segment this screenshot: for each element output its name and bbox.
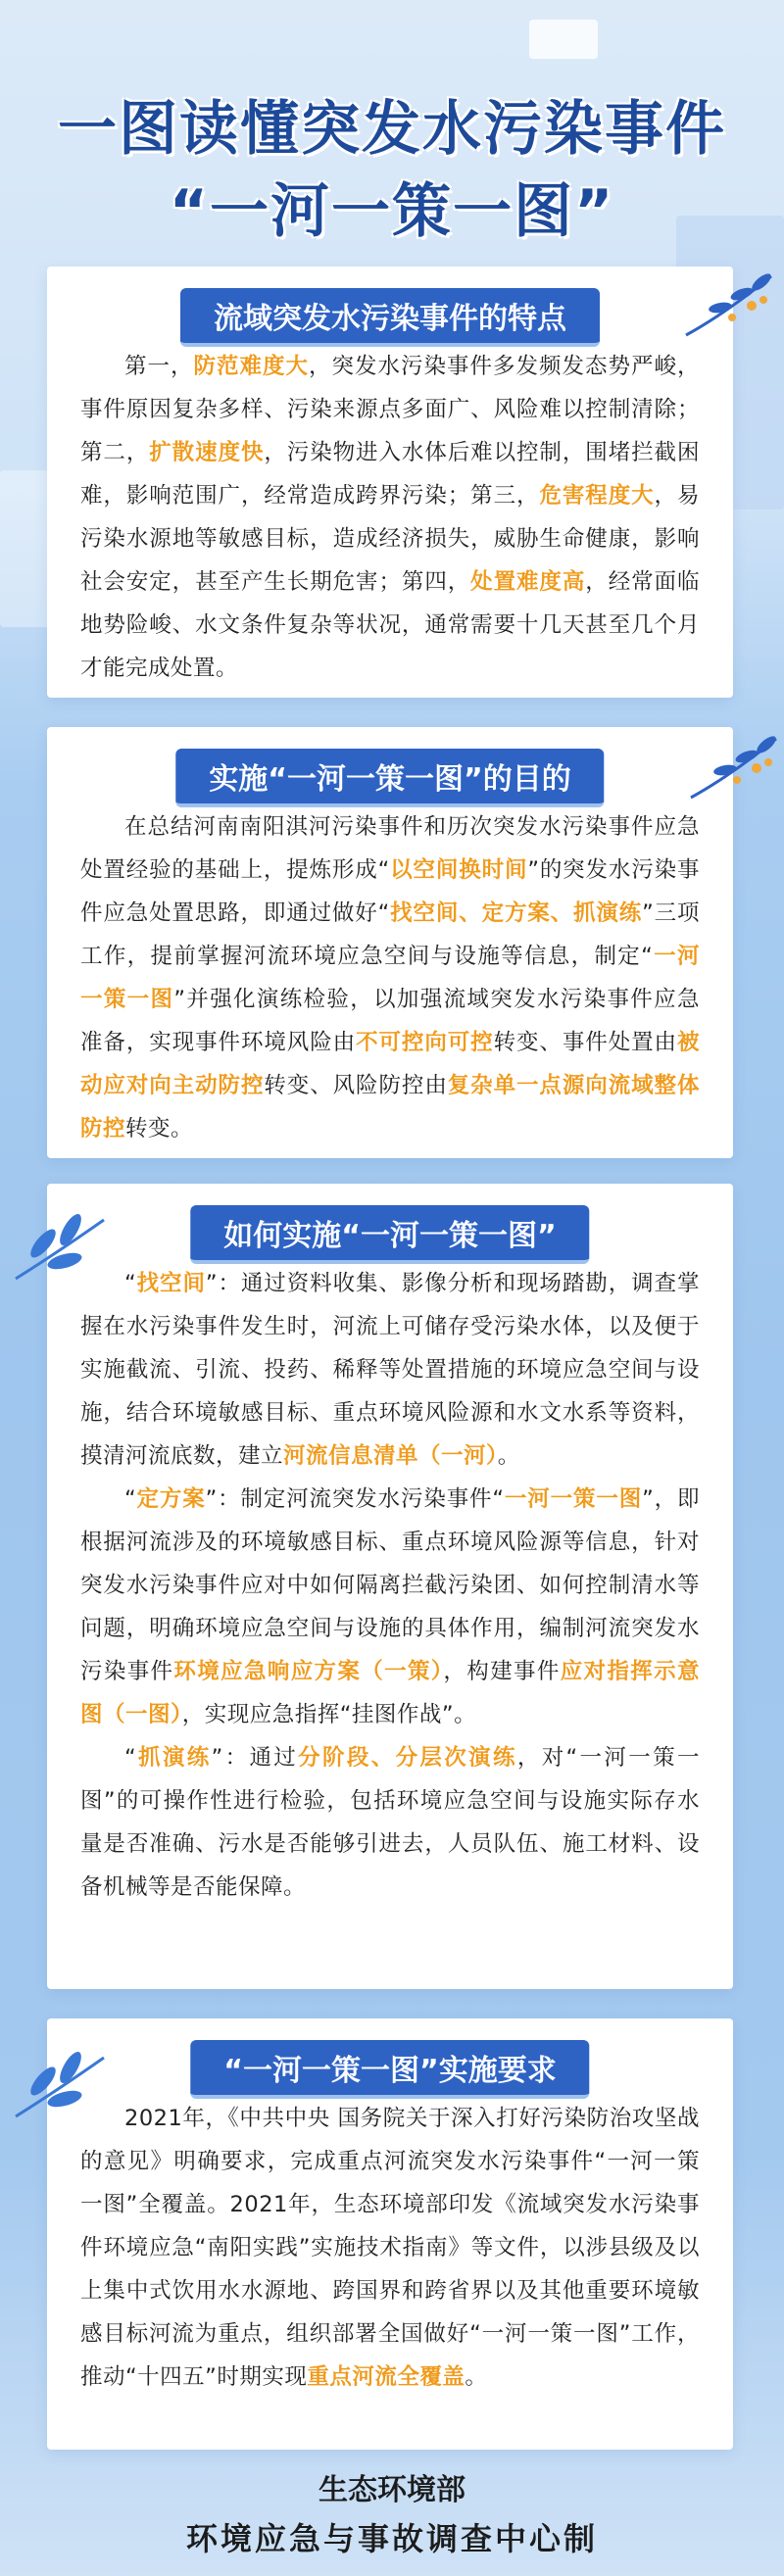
body-text-run: ”，即根据河流涉及的环境敏感目标、重点环境风险源等信息，针对突发水污染事件应对中如何隔离拦截污染团、如何控制清水等问题，明确环境应急空间与设施的具体作用，编制河流突发水污染事件 [80, 1486, 700, 1684]
highlight-text: 处置难度高 [470, 569, 586, 595]
paragraph [80, 1736, 700, 1909]
highlight-text: 找空间、定方案、抓演练 [389, 900, 643, 926]
section-heading: 如何实施“一河一策一图” [190, 1205, 589, 1264]
paragraph [80, 1478, 700, 1736]
highlight-text: 一河一策一图 [504, 1486, 643, 1512]
body-text-run: 。 [497, 1443, 520, 1469]
highlight-text: 找空间 [136, 1271, 206, 1296]
body-text-run: “ [124, 1745, 137, 1771]
highlight-text: 分阶段、分层次演练 [298, 1745, 517, 1771]
paragraph [80, 805, 700, 1150]
highlight-text: 被动应对向主动防控 [80, 1030, 700, 1098]
leaf-sprig-icon [681, 265, 779, 343]
paragraph [80, 2097, 700, 2399]
body-text-run: ，实现应急指挥“挂图作战”。 [181, 1702, 477, 1727]
section-card-implementation [47, 1184, 733, 1989]
section-heading: “一河一策一图”实施要求 [190, 2040, 589, 2099]
section-body [80, 1262, 700, 1909]
paragraph [80, 1262, 700, 1478]
body-text-run: 转变、事件处置由 [493, 1030, 677, 1055]
highlight-text: 应对指挥示意图（一图） [80, 1659, 700, 1727]
highlight-text: 扩散速度快 [149, 440, 265, 465]
body-text-run: ，经常面临地势险峻、水文条件复杂等状况，通常需要十几天甚至几个月才能完成处置。 [80, 569, 700, 681]
body-text-run: ”：通过资料收集、影像分析和现场踏勘，调查掌握在水污染事件发生时，河流上可储存受污染水体，以及便于实施截流、引流、投药、稀释等处置措施的环境应急空间与设施，结合环境敏感目标、重点环境风险源和水文水系等资料，摸清河流底数，建立 [80, 1271, 700, 1469]
highlight-text: 重点河流全覆盖 [307, 2364, 466, 2390]
highlight-text: 不可控向可控 [356, 1030, 494, 1055]
highlight-text: 以空间换时间 [389, 857, 528, 883]
body-text-run: 。 [465, 2364, 488, 2390]
footer-dept: 环境应急与事故调查中心制 [185, 2520, 598, 2557]
leaf-sprig-icon [686, 727, 784, 805]
body-text-run: 第一， [124, 354, 194, 379]
highlight-text: 复杂单一点源向流域整体防控 [80, 1073, 700, 1142]
footer-org: 生态环境部 [318, 2473, 466, 2507]
title-line-1: 一图读懂突发水污染事件 [58, 95, 726, 164]
section-body [80, 345, 700, 690]
body-text-run: ”三项工作，提前掌握河流环境应急空间与设施等信息，制定“ [80, 900, 700, 969]
page-title [0, 88, 784, 253]
body-text-run: 转变、风险防控由 [264, 1073, 448, 1098]
body-text-run: 2021年，《中共中央 国务院关于深入打好污染防治攻坚战的意见》明确要求，完成重点河流突发水污染事件“一河一策一图”全覆盖。2021年，生态环境部印发《流域突发水污染事件环境应急“南阳实践”实施技术指南》等文件，以涉县级及以上集中式饮用水水源地、跨国界和跨省界以及其他重要环境敏感目标河流为重点，组织部署全国做好“一河一策一图”工作，推动“十四五”时期实现 [80, 2106, 700, 2390]
leaf-branch-icon [6, 2038, 114, 2126]
highlight-text: 河流信息清单（一河） [283, 1443, 498, 1469]
background-deco-block [529, 20, 598, 59]
section-card-features [47, 267, 733, 698]
body-text-run: ，突发水污染事件多发频发态势严峻，事件原因复杂多样、污染来源点多面广、风险难以控制清除；第二， [80, 354, 700, 465]
body-text-run: “ [124, 1271, 137, 1296]
body-text-run: “ [124, 1486, 137, 1512]
body-text-run: ”并强化演练检验，以加强流域突发水污染事件应急准备，实现事件环境风险由 [80, 987, 700, 1055]
section-card-purpose [47, 727, 733, 1158]
body-text-run: ”：通过 [211, 1745, 299, 1771]
section-body [80, 805, 700, 1150]
body-text-run: 转变。 [125, 1116, 194, 1142]
highlight-text: 危害程度大 [539, 483, 655, 509]
section-card-requirements [47, 2018, 733, 2450]
body-text-run: ，污染物进入水体后难以控制，围堵拦截困难，影响范围广，经常造成跨界污染；第三， [80, 440, 700, 509]
title-line-2: “一河一策一图” [169, 177, 615, 246]
body-text-run: ”：制定河流突发水污染事件“ [205, 1486, 505, 1512]
highlight-text: 环境应急响应方案（一策） [173, 1659, 444, 1684]
body-text-run: ，易污染水源地等敏感目标，造成经济损失，威胁生命健康，影响社会安定，甚至产生长期危害；第四， [80, 483, 700, 595]
section-heading: 实施“一河一策一图”的目的 [175, 749, 604, 807]
body-text-run: 在总结河南南阳淇河污染事件和历次突发水污染事件应急处置经验的基础上，提炼形成“ [80, 814, 700, 883]
highlight-text: 抓演练 [136, 1745, 212, 1771]
section-heading: 流域突发水污染事件的特点 [180, 288, 600, 347]
highlight-text: 一河一策一图 [80, 944, 700, 1012]
section-body [80, 2097, 700, 2399]
body-text-run: ，构建事件 [443, 1659, 561, 1684]
paragraph [80, 345, 700, 690]
highlight-text: 防范难度大 [193, 354, 309, 379]
body-text-run: ，对“一河一策一图”的可操作性进行检验，包括环境应急空间与设施实际存水量是否准确、污水是否能够引进去，人员队伍、施工材料、设备机械等是否能保障。 [80, 1745, 700, 1900]
highlight-text: 定方案 [136, 1486, 206, 1512]
body-text-run: ”的突发水污染事件应急处置思路，即通过做好“ [80, 857, 700, 926]
leaf-branch-icon [6, 1200, 114, 1288]
